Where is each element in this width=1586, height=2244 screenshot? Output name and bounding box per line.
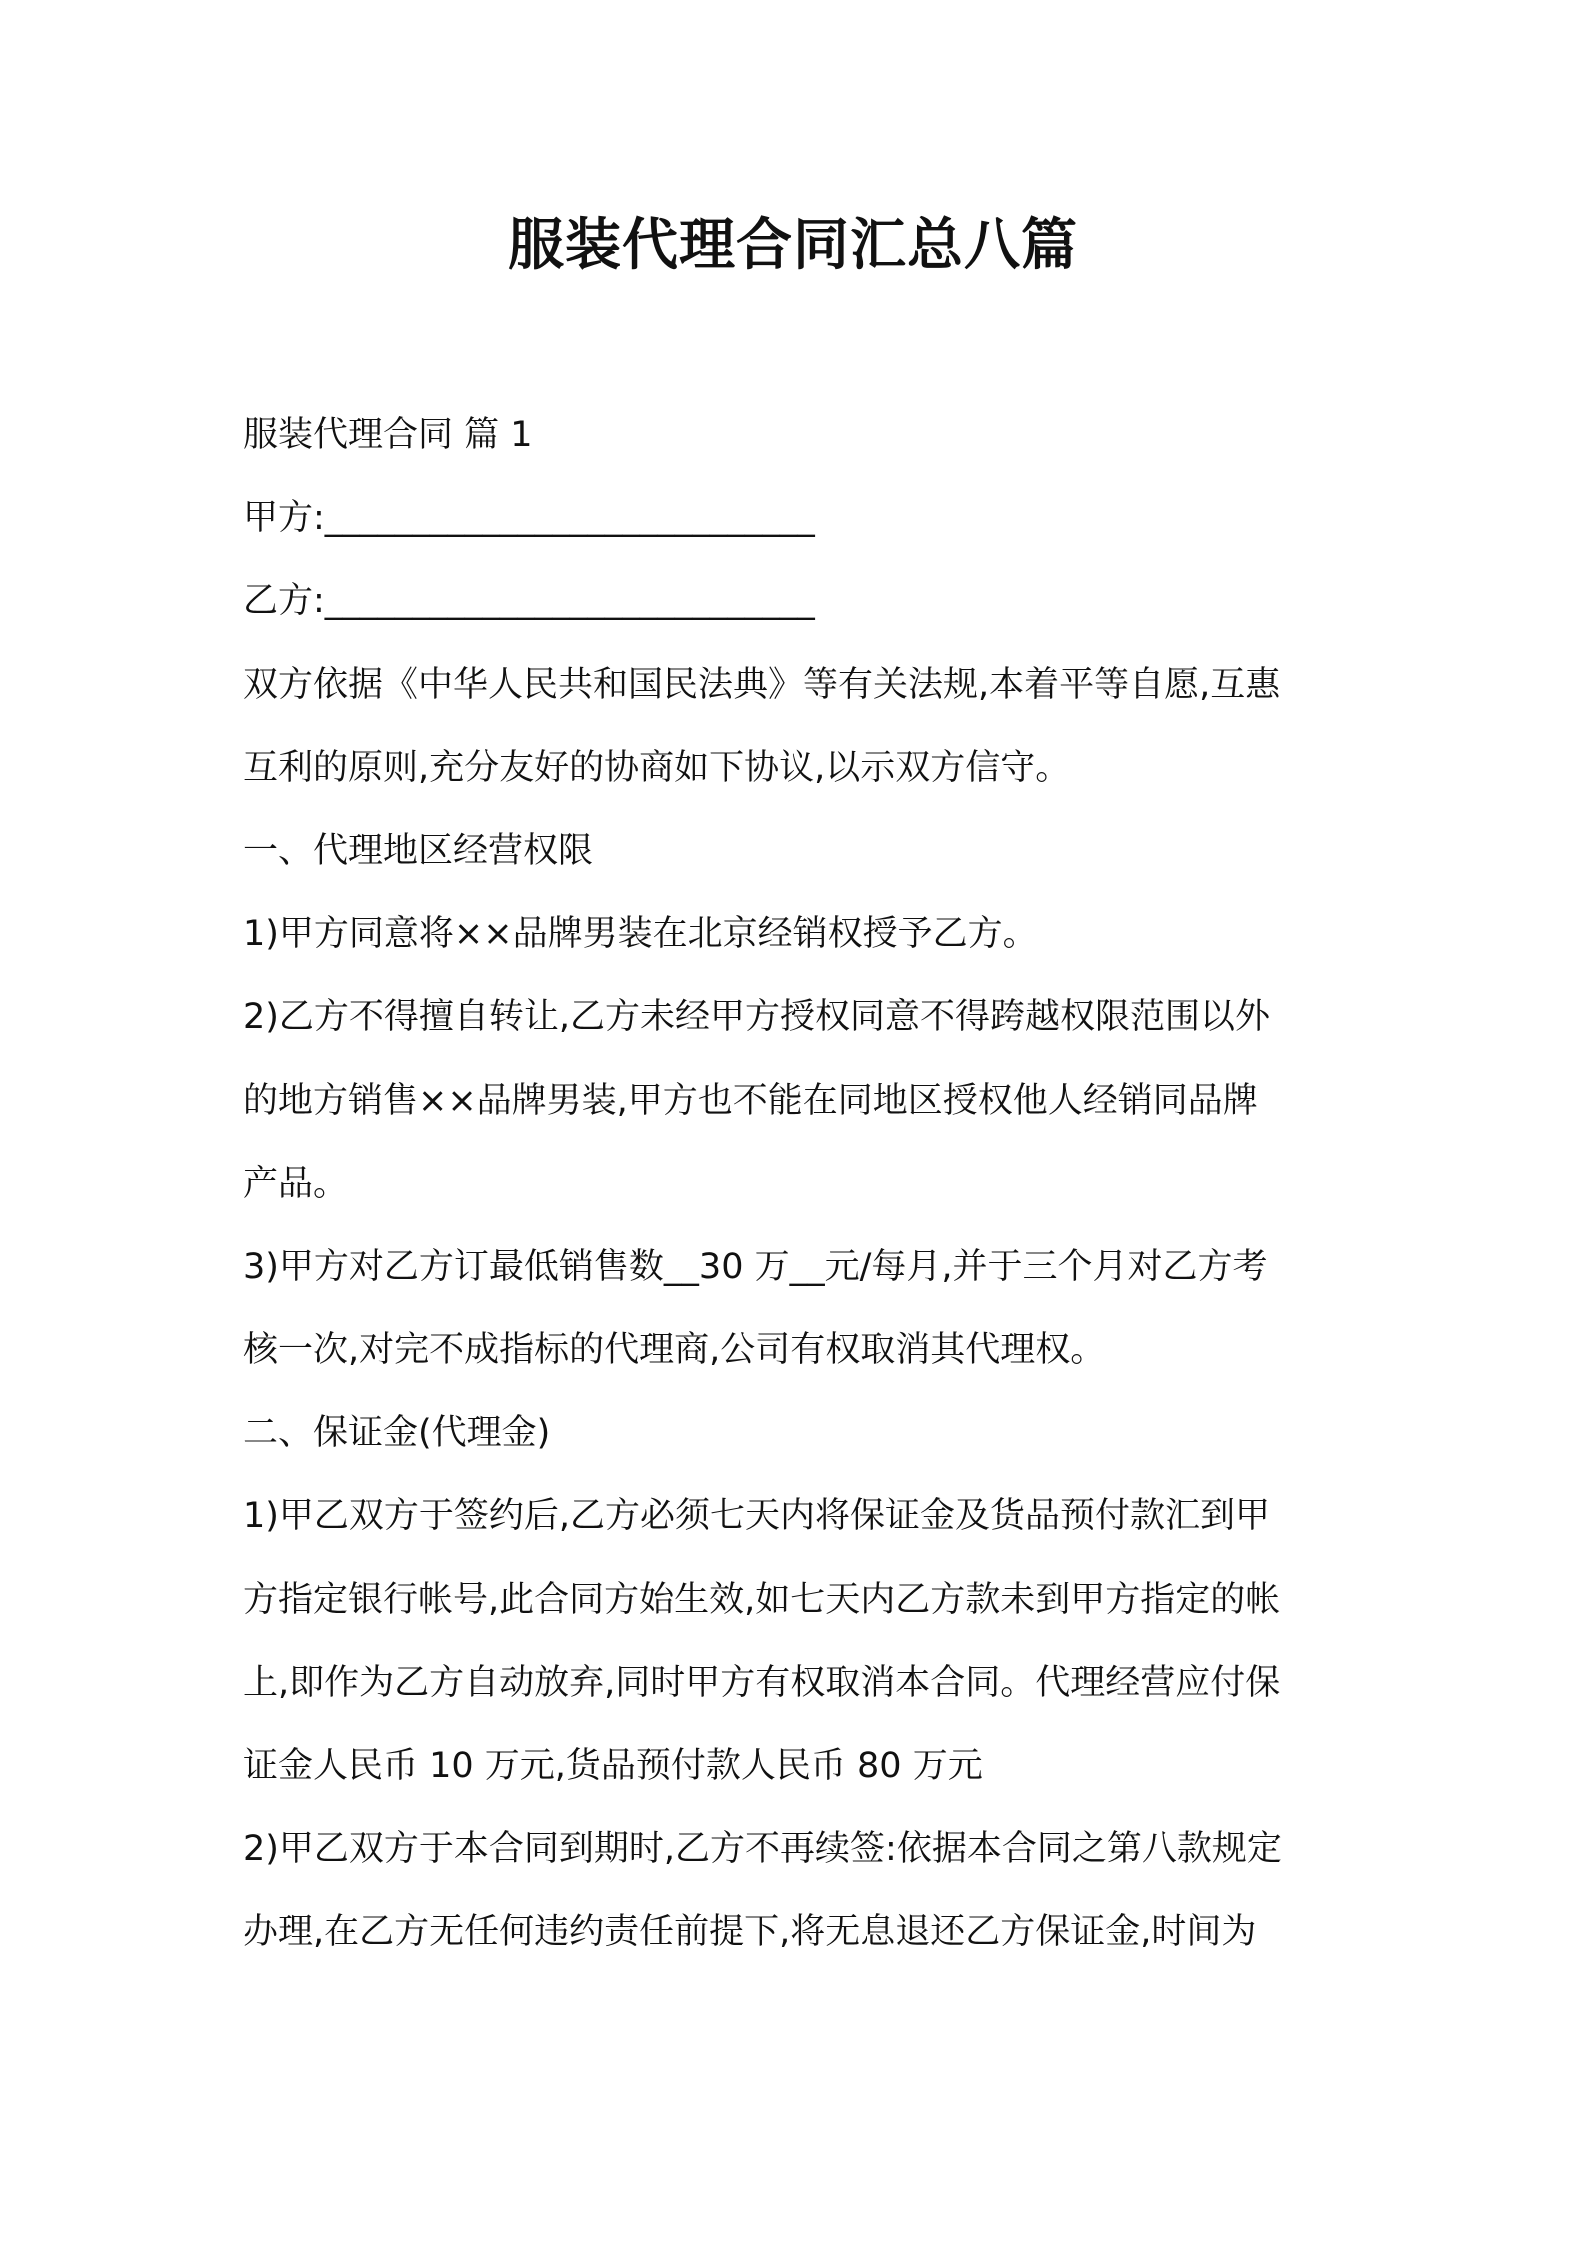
text-line: 证金人民币 10 万元,货品预付款人民币 80 万元 bbox=[243, 1746, 983, 1786]
text-line: 1)甲方同意将××品牌男装在北京经销权授予乙方。 bbox=[243, 914, 1038, 955]
clause-heading: 二、保证金(代理金) bbox=[243, 1413, 551, 1454]
text-line: 3)甲方对乙方订最低销售数__30 万__元/每月,并于三个月对乙方考 bbox=[243, 1246, 1268, 1287]
text-line: 2)乙方不得擅自转让,乙方未经甲方授权同意不得跨越权限范围以外 bbox=[243, 997, 1271, 1038]
party-a-line: 甲方:____________________________ bbox=[243, 498, 815, 539]
party-b-line: 乙方:____________________________ bbox=[243, 581, 815, 622]
text-line: 方指定银行帐号,此合同方始生效,如七天内乙方款未到甲方指定的帐 bbox=[243, 1579, 1281, 1620]
text-line: 2)甲乙双方于本合同到期时,乙方不再续签:依据本合同之第八款规定 bbox=[243, 1829, 1282, 1870]
document-title: 服装代理合同汇总八篇 bbox=[508, 213, 1078, 278]
text-line: 双方依据《中华人民共和国民法典》等有关法规,本着平等自愿,互惠 bbox=[243, 664, 1281, 705]
clause-heading: 一、代理地区经营权限 bbox=[243, 830, 594, 871]
document-body bbox=[243, 394, 1358, 1975]
text-line: 上,即作为乙方自动放弃,同时甲方有权取消本合同。代理经营应付保 bbox=[243, 1662, 1281, 1703]
text-line: 办理,在乙方无任何违约责任前提下,将无息退还乙方保证金,时间为 bbox=[243, 1912, 1257, 1953]
text-line: 1)甲乙双方于签约后,乙方必须七天内将保证金及货品预付款汇到甲 bbox=[243, 1496, 1271, 1537]
text-line: 核一次,对完不成指标的代理商,公司有权取消其代理权。 bbox=[243, 1330, 1106, 1371]
text-line: 互利的原则,充分友好的协商如下协议,以示双方信守。 bbox=[243, 747, 1071, 788]
text-line: 产品。 bbox=[243, 1163, 349, 1204]
section-heading: 服装代理合同 篇 1 bbox=[243, 415, 533, 455]
text-line: 的地方销售××品牌男装,甲方也不能在同地区授权他人经销同品牌 bbox=[243, 1080, 1258, 1121]
